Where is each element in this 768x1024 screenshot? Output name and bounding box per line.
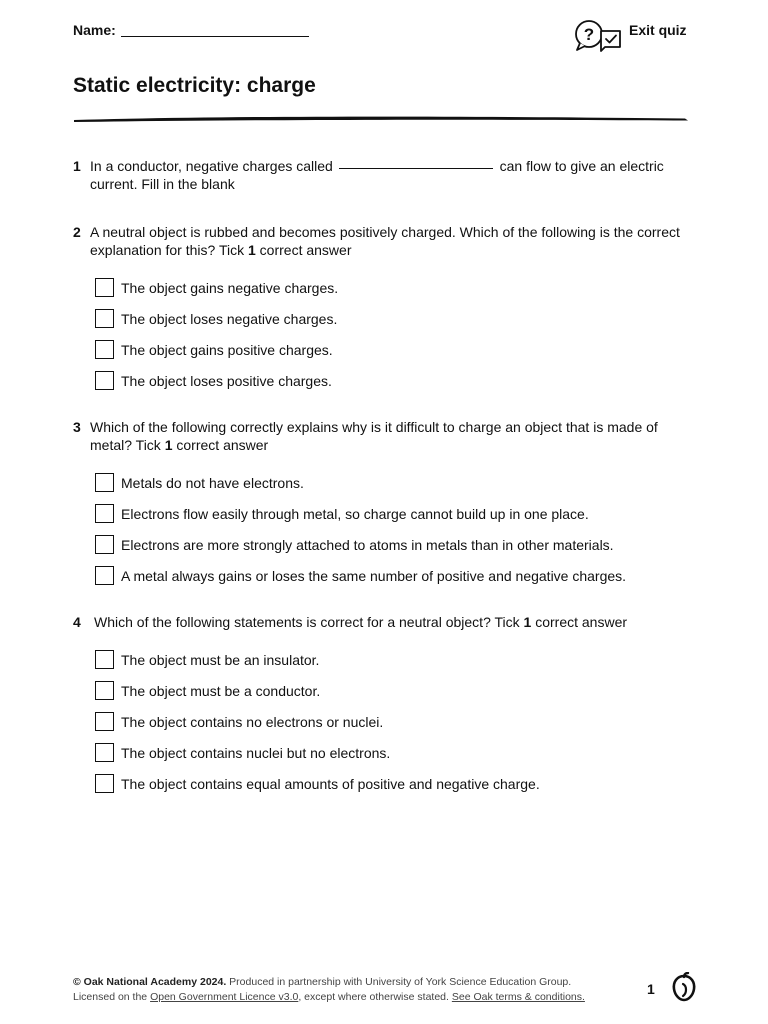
answer-option-text: Electrons are more strongly attached to atoms in metals than in other materials. <box>121 536 614 553</box>
answer-option-text: The object gains negative charges. <box>121 279 339 296</box>
tick-count: 1 <box>164 437 173 453</box>
question-text: Which of the following statements is correct for a neutral object? Tick 1 correct answer <box>94 614 628 630</box>
answer-checkbox[interactable] <box>95 473 114 492</box>
answer-option[interactable] <box>95 768 698 799</box>
answer-option-text: The object must be an insulator. <box>121 651 320 668</box>
answer-checkbox[interactable] <box>95 743 114 762</box>
answer-option[interactable] <box>95 334 698 365</box>
question-text: A neutral object is rubbed and becomes positively charged. Which of the following is the correct explanation for this? Tick 1 correct answer <box>90 224 680 258</box>
copyright: © Oak National Academy 2024. <box>73 976 227 988</box>
answer-checkbox[interactable] <box>95 681 114 700</box>
answer-checkbox[interactable] <box>95 774 114 793</box>
name-field-line[interactable] <box>121 36 309 37</box>
answer-option[interactable] <box>95 737 698 768</box>
answer-option-text: A metal always gains or loses the same number of positive and negative charges. <box>121 567 627 584</box>
terms-link[interactable]: See Oak terms & conditions. <box>451 991 585 1003</box>
question-text-before-blank: In a conductor, negative charges called <box>90 158 333 174</box>
svg-text:?: ? <box>583 25 595 44</box>
footer <box>73 975 633 1005</box>
answer-checkbox[interactable] <box>95 371 114 390</box>
page-title: Static electricity: charge <box>73 74 316 97</box>
answer-option-text: The object gains positive charges. <box>121 341 333 358</box>
question-text-after-blank: can flow to give an electric current. Fill in the blank <box>90 158 664 192</box>
question-2 <box>73 223 698 396</box>
tick-count: 1 <box>247 242 256 258</box>
answer-option[interactable] <box>95 706 698 737</box>
question-1 <box>73 157 698 193</box>
question-4 <box>73 613 698 799</box>
answer-option-text: The object contains equal amounts of positive and negative charge. <box>121 775 540 792</box>
answer-option-text: The object loses positive charges. <box>121 372 332 389</box>
answer-option[interactable] <box>95 560 698 591</box>
answer-option[interactable] <box>95 365 698 396</box>
answer-checkbox[interactable] <box>95 504 114 523</box>
question-text <box>90 157 698 193</box>
oak-acorn-logo-icon <box>671 972 697 1002</box>
answer-checkbox[interactable] <box>95 340 114 359</box>
question-text: Which of the following correctly explains why is it difficult to charge an object that is made of metal? Tick 1 correct answer <box>90 419 658 453</box>
answer-option[interactable] <box>95 467 698 498</box>
answer-checkbox[interactable] <box>95 650 114 669</box>
answer-option[interactable] <box>95 529 698 560</box>
answer-checkbox[interactable] <box>95 712 114 731</box>
name-label: Name: <box>73 22 116 38</box>
answer-checkbox[interactable] <box>95 566 114 585</box>
answer-checkbox[interactable] <box>95 535 114 554</box>
page-number: 1 <box>647 981 655 997</box>
answer-options <box>73 272 698 396</box>
footer-line-1 <box>73 975 633 990</box>
fill-in-blank[interactable] <box>339 168 493 169</box>
answer-option[interactable] <box>95 675 698 706</box>
question-number: 1 <box>73 158 81 174</box>
question-number: 2 <box>73 224 81 240</box>
answer-option[interactable] <box>95 272 698 303</box>
licence-link[interactable]: Open Government Licence v3.0 <box>150 991 299 1003</box>
answer-option-text: The object loses negative charges. <box>121 310 338 327</box>
answer-options <box>73 467 698 591</box>
answer-option[interactable] <box>95 498 698 529</box>
answer-checkbox[interactable] <box>95 278 114 297</box>
question-3 <box>73 418 698 591</box>
answer-option-text: The object contains no electrons or nuclei. <box>121 713 384 730</box>
answer-option-text: Metals do not have electrons. <box>121 474 304 491</box>
quiz-speech-bubble-icon <box>574 18 624 54</box>
answer-option[interactable] <box>95 303 698 334</box>
tick-count: 1 <box>523 614 532 630</box>
answer-option-text: Electrons flow easily through metal, so charge cannot build up in one place. <box>121 505 589 522</box>
footer-line-2: Licensed on the Open Government Licence v3.0, except where otherwise stated. See Oak terms & conditions. <box>73 991 585 1003</box>
partnership-text: Produced in partnership with University of York Science Education Group. <box>229 976 572 988</box>
answer-checkbox[interactable] <box>95 309 114 328</box>
exit-quiz-label: Exit quiz <box>629 22 687 38</box>
answer-options <box>73 644 698 799</box>
answer-option[interactable] <box>95 644 698 675</box>
answer-option-text: The object contains nuclei but no electrons. <box>121 744 391 761</box>
question-number: 4 <box>73 614 81 630</box>
answer-option-text: The object must be a conductor. <box>121 682 321 699</box>
question-number: 3 <box>73 419 81 435</box>
title-divider <box>73 112 689 126</box>
